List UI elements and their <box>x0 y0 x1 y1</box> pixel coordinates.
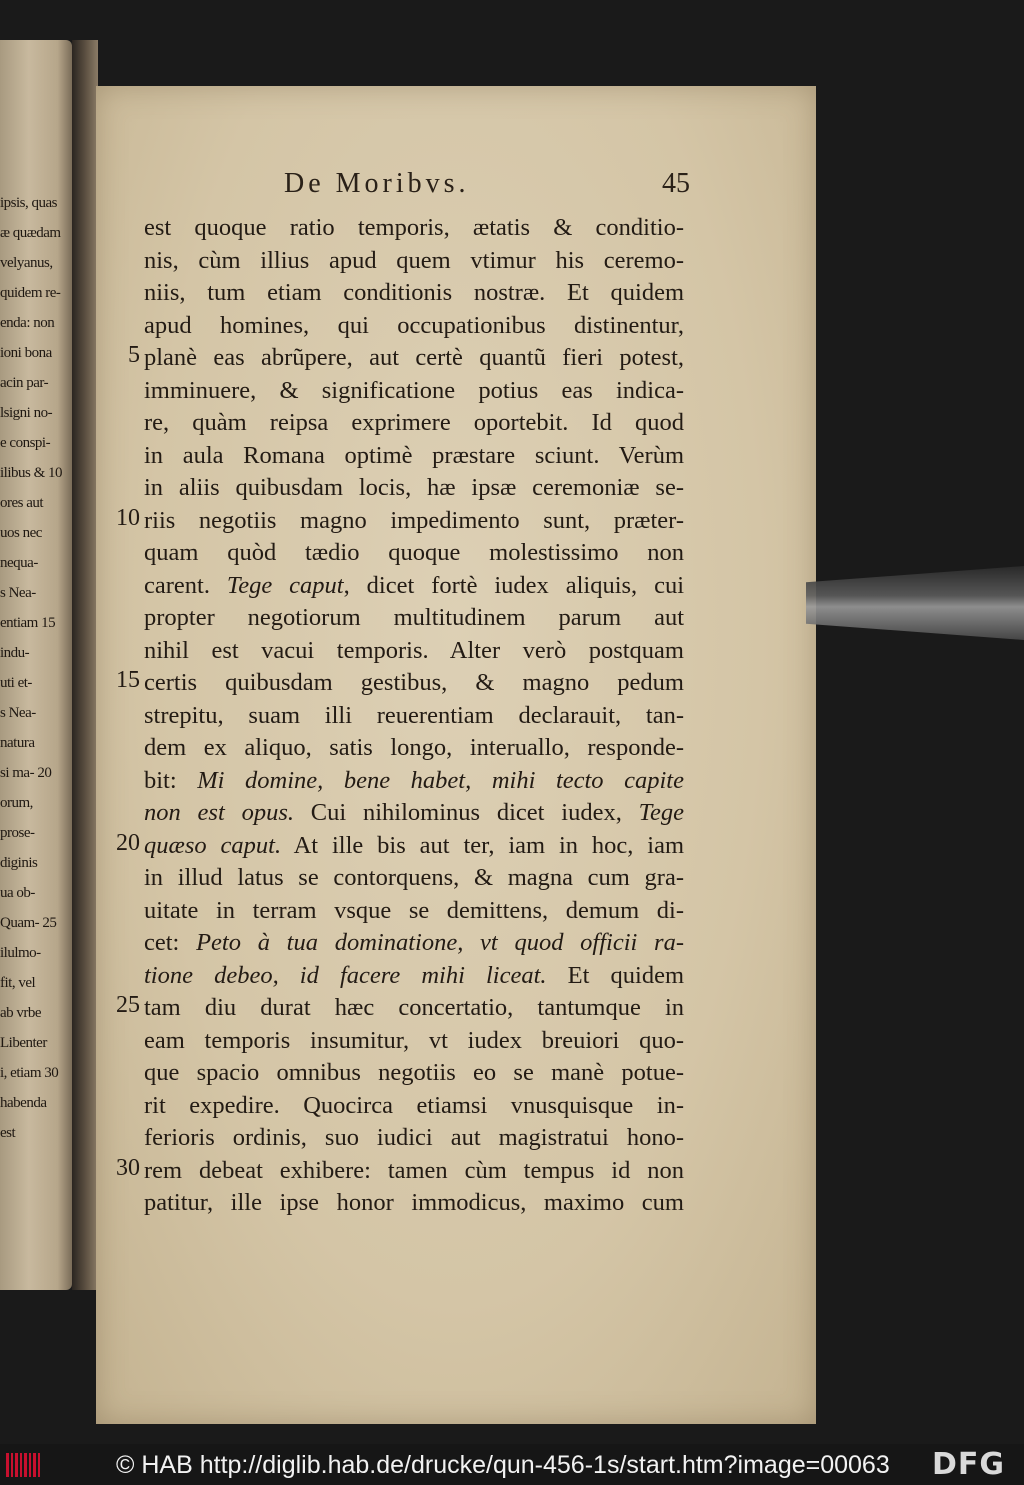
facing-page-line: nequa- <box>0 555 38 571</box>
line-number: 5 <box>128 342 140 368</box>
text-line <box>144 277 684 310</box>
text-segment: quam quòd tædio quoque molestissimo non <box>144 539 684 566</box>
text-line <box>144 1155 684 1188</box>
text-segment: in aliis quibusdam locis, hæ ipsæ ceremoniæ se- <box>144 474 684 501</box>
facing-page-line: Libenter <box>0 1035 47 1051</box>
text-segment: nihil est vacui temporis. Alter verò postquam <box>144 636 684 664</box>
text-line <box>144 570 684 603</box>
facing-page-line: e conspi- <box>0 435 51 451</box>
facing-page-line: est <box>0 1125 16 1141</box>
text-segment: nis, cùm illius apud quem vtimur his ceremo- <box>144 246 684 274</box>
text-line <box>144 407 684 440</box>
facing-page-line: ab vrbe <box>0 1005 42 1021</box>
text-segment: planè eas abrũpere, aut certè quantũ fieri potest, <box>144 344 684 371</box>
text-segment: Peto à tua dominatione, vt quod officii ra- <box>196 929 684 956</box>
text-segment: certis quibusdam gestibus, & magno pedum <box>144 669 684 696</box>
facing-page-line: uti et- <box>0 675 32 691</box>
text-segment: propter negotiorum multitudinem parum aut <box>144 604 684 631</box>
text-line <box>144 1122 684 1155</box>
text-line <box>144 375 684 408</box>
text-segment: imminuere, & significatione potius eas indica- <box>144 376 684 404</box>
text-line <box>144 310 684 343</box>
facing-page-line: ioni bona <box>0 345 52 361</box>
running-head: De Moribvs. <box>284 168 470 199</box>
facing-page-line: quidem re- <box>0 285 61 301</box>
facing-page-line: enda: non <box>0 315 55 331</box>
facing-page-line: fit, vel <box>0 975 36 991</box>
text-segment: quæso caput. <box>144 831 282 859</box>
line-number: 10 <box>116 504 140 531</box>
text-segment: tam diu durat hæc concertatio, tantumque in <box>144 994 684 1021</box>
facing-page-line: prose- <box>0 825 35 841</box>
facing-page-line: æ quædam <box>0 225 61 241</box>
text-line <box>144 635 684 668</box>
facing-page-line: ilibus & 10 <box>0 465 63 481</box>
dfg-logo: DFG <box>932 1447 1006 1482</box>
text-segment: apud homines, qui occupationibus distinentur, <box>144 311 684 339</box>
text-line <box>144 505 684 538</box>
hab-logo-icon <box>6 1453 42 1477</box>
text-line <box>144 1187 684 1220</box>
text-line <box>144 537 684 570</box>
text-line <box>144 440 684 473</box>
facing-page-line: ua ob- <box>0 885 35 901</box>
facing-page-line: diginis <box>0 855 38 871</box>
text-line <box>144 895 684 928</box>
text-segment: , dicet fortè iudex aliquis, cui <box>343 571 684 599</box>
line-number: 20 <box>116 829 140 856</box>
text-line <box>144 830 684 863</box>
text-segment: cet: <box>144 929 197 956</box>
text-line <box>144 245 684 278</box>
facing-page-line: indu- <box>0 645 30 661</box>
text-line <box>144 927 684 960</box>
book-gutter <box>72 40 98 1290</box>
text-line <box>144 960 684 993</box>
text-line <box>144 732 684 765</box>
text-segment: strepitu, suam illi reuerentiam declarauit, tan- <box>144 701 684 729</box>
text-line <box>144 1090 684 1123</box>
text-segment: Cui nihilominus dicet iudex, <box>293 799 639 826</box>
facing-page-line: s Nea- <box>0 705 36 721</box>
text-line <box>144 602 684 635</box>
text-segment: bit: <box>144 766 198 794</box>
facing-page-line: ilulmo- <box>0 945 41 961</box>
line-number: 25 <box>116 992 140 1018</box>
text-segment: in illud latus se contorquens, & magna cum gra- <box>144 864 684 891</box>
text-line <box>144 1025 684 1058</box>
facing-page-line: lsigni no- <box>0 405 53 421</box>
text-segment: patitur, ille ipse honor immodicus, maximo cum <box>144 1189 684 1216</box>
text-segment: est quoque ratio temporis, ætatis & conditio- <box>144 214 684 241</box>
facing-page-text <box>0 188 68 1148</box>
text-segment: riis negotiis magno impedimento sunt, præter- <box>144 506 684 534</box>
footer-copyright-url[interactable]: © HAB http://diglib.hab.de/drucke/qun-456-1s/start.htm?image=00063 <box>116 1451 890 1479</box>
text-segment: que spacio omnibus negotiis eo se manè potue- <box>144 1059 684 1086</box>
line-number: 15 <box>116 667 140 693</box>
line-number: 30 <box>116 1154 140 1181</box>
footer-bar <box>0 1444 1024 1485</box>
text-line <box>144 212 684 245</box>
text-segment: in aula Romana optimè præstare sciunt. Verùm <box>144 441 684 469</box>
facing-page-line: orum, <box>0 795 33 811</box>
text-line <box>144 797 684 830</box>
text-segment: uitate in terram vsque se demittens, demum di- <box>144 896 684 924</box>
text-line <box>144 700 684 733</box>
text-segment: At ille bis aut ter, iam in hoc, iam <box>281 831 684 859</box>
body-text <box>144 212 684 1220</box>
text-segment: Mi domine, bene habet, mihi tecto capite <box>197 766 684 794</box>
facing-page-line: habenda <box>0 1095 47 1111</box>
page-holder-clip <box>806 566 1024 640</box>
page-number: 45 <box>662 168 690 199</box>
text-segment: rit expedire. Quocirca etiamsi vnusquisque in- <box>144 1091 684 1119</box>
text-segment: dem ex aliquo, satis longo, interuallo, responde- <box>144 734 684 761</box>
facing-page-line: velyanus, <box>0 255 53 271</box>
text-segment: re, quàm reipsa exprimere oportebit. Id quod <box>144 409 684 436</box>
facing-page-line: ipsis, quas <box>0 195 58 211</box>
text-line <box>144 765 684 798</box>
text-segment: Tege <box>638 799 684 826</box>
text-line <box>144 472 684 505</box>
text-line <box>144 992 684 1025</box>
text-line <box>144 667 684 700</box>
text-segment: non est opus. <box>144 799 294 826</box>
facing-page-line: uos nec <box>0 525 42 541</box>
facing-page-line: entiam 15 <box>0 615 56 631</box>
facing-page-line: Quam- 25 <box>0 915 57 931</box>
facing-page-line: ores aut <box>0 495 44 511</box>
text-segment: Et quidem <box>546 961 684 989</box>
text-line <box>144 1057 684 1090</box>
facing-page-line: acin par- <box>0 375 49 391</box>
text-segment: eam temporis insumitur, vt iudex breuiori quo- <box>144 1026 684 1054</box>
text-line <box>144 862 684 895</box>
text-segment: carent. <box>144 571 227 599</box>
facing-page-line: natura <box>0 735 35 751</box>
facing-page-line: i, etiam 30 <box>0 1065 59 1081</box>
facing-page-line: s Nea- <box>0 585 36 601</box>
facing-page-line: si ma- 20 <box>0 765 52 781</box>
text-segment: Tege caput <box>226 571 344 599</box>
text-line <box>144 342 684 375</box>
text-segment: niis, tum etiam conditionis nostræ. Et quidem <box>144 279 684 306</box>
text-segment: rem debeat exhibere: tamen cùm tempus id non <box>144 1156 684 1184</box>
text-segment: ferioris ordinis, suo iudici aut magistratui hono- <box>144 1124 684 1151</box>
text-segment: tione debeo, id facere mihi liceat. <box>144 961 547 989</box>
